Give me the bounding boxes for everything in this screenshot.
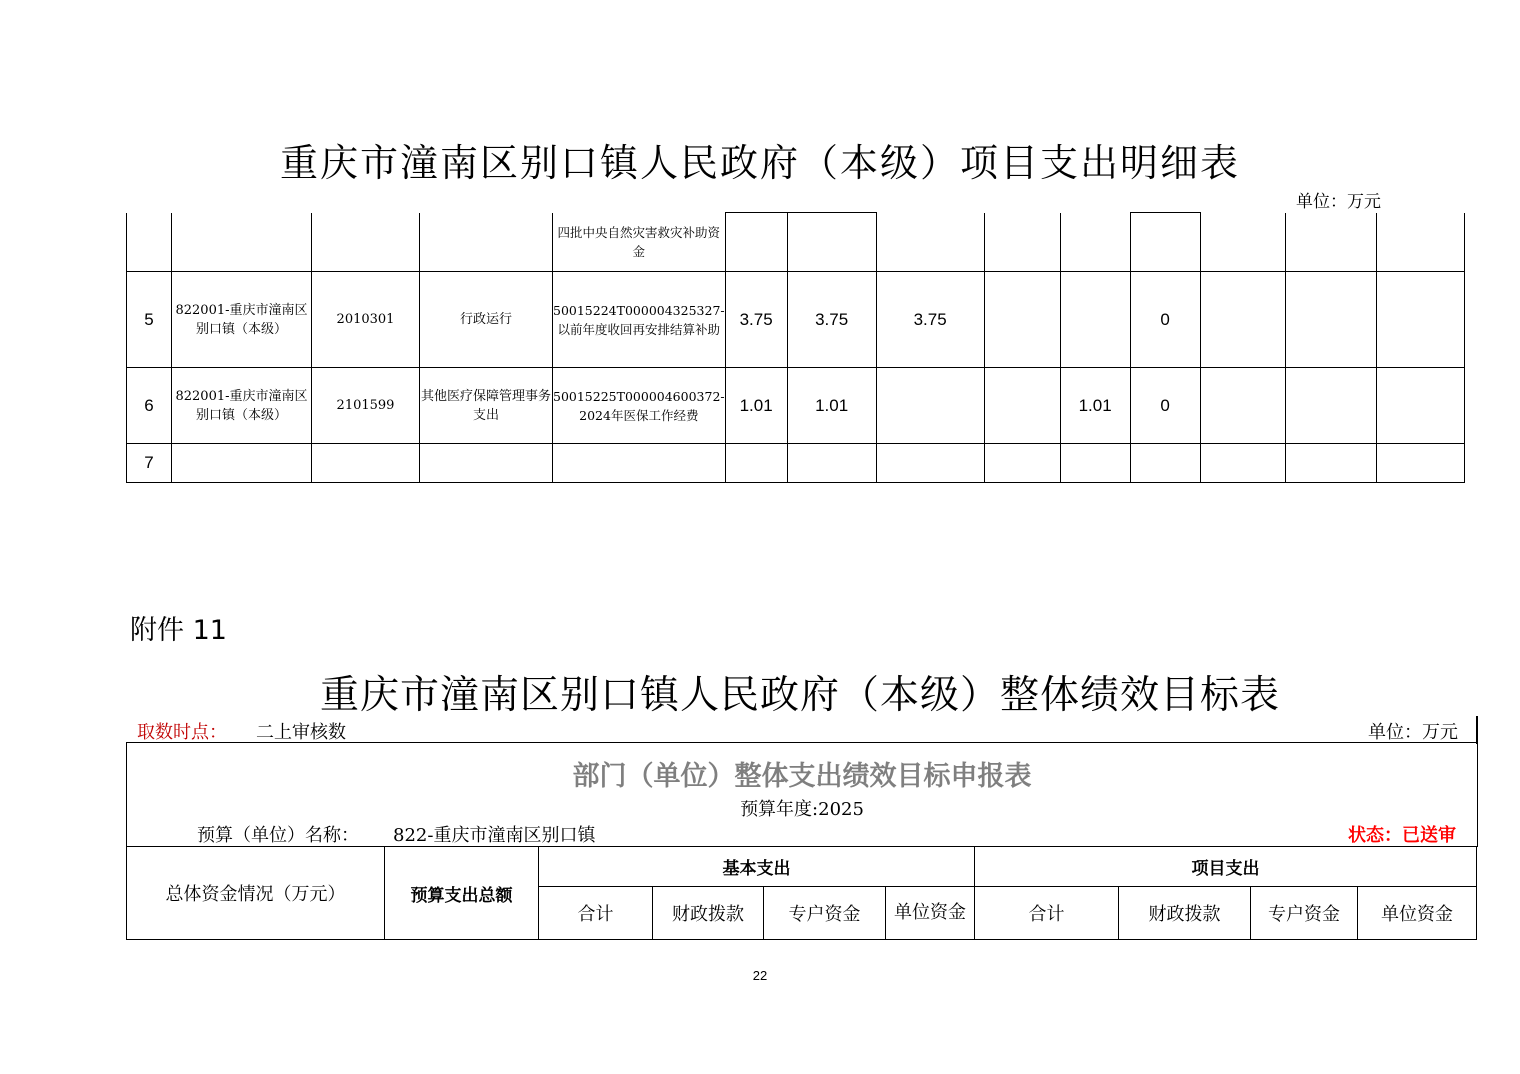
header-sub: 合计	[539, 887, 653, 940]
cell-func-code: 2010301	[312, 272, 420, 368]
header-sub: 专户资金	[764, 887, 886, 940]
table2-unit: 单位：万元	[1368, 722, 1458, 743]
form-title: 部门（单位）整体支出绩效目标申报表	[572, 761, 1032, 792]
table-row	[127, 272, 1465, 368]
data-point-value: 二上审核数	[256, 722, 346, 743]
cell-unit-name: 822001-重庆市潼南区别口镇（本级）	[172, 272, 312, 368]
budget-year: 预算年度:2025	[740, 799, 864, 820]
header-sub: 财政拨款	[653, 887, 764, 940]
cell-value	[1060, 272, 1130, 368]
cell-value	[1060, 444, 1130, 483]
header-sub: 单位资金	[886, 887, 975, 940]
cell-value: 3.75	[787, 272, 876, 368]
header-total-funds: 总体资金情况（万元）	[127, 847, 385, 940]
cell-value	[1130, 444, 1200, 483]
header-sub: 单位资金	[1358, 887, 1477, 940]
header-budget-total: 预算支出总额	[385, 847, 539, 940]
cell-value	[787, 444, 876, 483]
status-badge: 状态：已送审	[1348, 825, 1456, 846]
cell-value: 3.75	[876, 272, 984, 368]
cell-func-name: 其他医疗保障管理事务支出	[420, 368, 553, 444]
table-row	[127, 444, 1465, 483]
header-basic: 基本支出	[539, 847, 975, 887]
header-sub: 专户资金	[1251, 887, 1358, 940]
cell-value	[876, 368, 984, 444]
cell-project: 50015225T000004600372-2024年医保工作经费	[553, 368, 726, 444]
table-row	[127, 847, 1477, 887]
cell-no: 5	[127, 272, 172, 368]
cell-value: 1.01	[725, 368, 787, 444]
cell-value: 0	[1130, 368, 1200, 444]
performance-target-table	[126, 846, 1477, 940]
cell-value: 0	[1130, 272, 1200, 368]
attachment-label: 附件 11	[130, 615, 227, 646]
cell-no: 6	[127, 368, 172, 444]
cell-func-name	[420, 444, 553, 483]
cell-value	[725, 444, 787, 483]
cell-func-code	[312, 444, 420, 483]
cell-project: 四批中央自然灾害救灾补助资金	[553, 213, 726, 272]
cell-unit-name	[172, 444, 312, 483]
cell-func-name: 行政运行	[420, 272, 553, 368]
header-sub: 合计	[975, 887, 1119, 940]
table2-title: 重庆市潼南区别口镇人民政府（本级）整体绩效目标表	[319, 673, 1280, 718]
dept-value: 822-重庆市潼南区别口镇	[393, 825, 596, 846]
cell-value: 1.01	[1060, 368, 1130, 444]
cell-project	[553, 444, 726, 483]
cell-no: 7	[127, 444, 172, 483]
header-sub: 财政拨款	[1119, 887, 1251, 940]
project-expense-table	[126, 212, 1465, 483]
header-project: 项目支出	[975, 847, 1477, 887]
data-point-label: 取数时点：	[137, 722, 227, 743]
divider	[1476, 716, 1478, 744]
cell-func-code: 2101599	[312, 368, 420, 444]
dept-label: 预算（单位）名称：	[197, 825, 359, 846]
cell-project: 50015224T000004325327-以前年度收回再安排结算补助	[553, 272, 726, 368]
table1-unit: 单位：万元	[1296, 192, 1381, 212]
page-number: 22	[752, 968, 768, 983]
table1-title: 重庆市潼南区别口镇人民政府（本级）项目支出明细表	[279, 141, 1240, 185]
cell-value: 1.01	[787, 368, 876, 444]
cell-value	[984, 444, 1060, 483]
table-row	[127, 368, 1465, 444]
cell-value: 3.75	[725, 272, 787, 368]
cell-value	[984, 272, 1060, 368]
table-row	[127, 213, 1465, 272]
cell-unit-name: 822001-重庆市潼南区别口镇（本级）	[172, 368, 312, 444]
cell-value	[876, 444, 984, 483]
cell-value	[984, 368, 1060, 444]
